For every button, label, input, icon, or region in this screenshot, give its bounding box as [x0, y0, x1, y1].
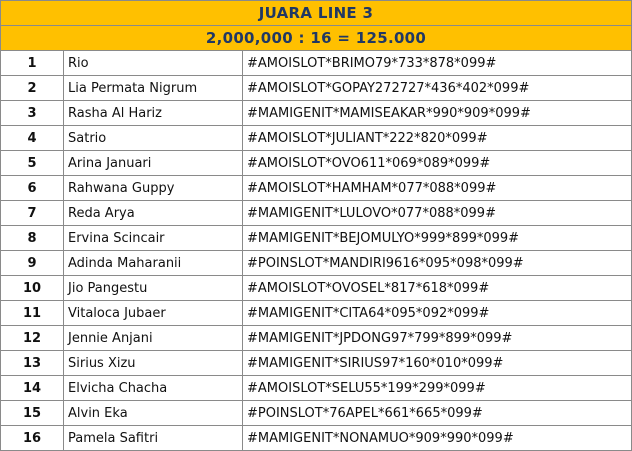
- code-cell: #MAMIGENIT*CITA64*095*092*099#: [243, 301, 632, 326]
- table-row: [1, 426, 632, 451]
- winner-name-cell: Sirius Xizu: [64, 351, 243, 376]
- code-cell: #AMOISLOT*OVO611*069*089*099#: [243, 151, 632, 176]
- code-cell: #AMOISLOT*HAMHAM*077*088*099#: [243, 176, 632, 201]
- table-row: [1, 101, 632, 126]
- table-row: [1, 226, 632, 251]
- rank-cell: 13: [1, 351, 64, 376]
- code-cell: #MAMIGENIT*BEJOMULYO*999*899*099#: [243, 226, 632, 251]
- rank-cell: 7: [1, 201, 64, 226]
- code-cell: #MAMIGENIT*NONAMUO*909*990*099#: [243, 426, 632, 451]
- table-row: [1, 276, 632, 301]
- table-row: [1, 201, 632, 226]
- table-row: [1, 401, 632, 426]
- rank-cell: 11: [1, 301, 64, 326]
- table-row: [1, 176, 632, 201]
- winner-name-cell: Reda Arya: [64, 201, 243, 226]
- table-row: [1, 76, 632, 101]
- code-cell: #MAMIGENIT*LULOVO*077*088*099#: [243, 201, 632, 226]
- code-cell: #AMOISLOT*OVOSEL*817*618*099#: [243, 276, 632, 301]
- title-row: [1, 1, 632, 26]
- rank-cell: 6: [1, 176, 64, 201]
- winner-name-cell: Alvin Eka: [64, 401, 243, 426]
- rank-cell: 4: [1, 126, 64, 151]
- winner-name-cell: Pamela Safitri: [64, 426, 243, 451]
- rank-cell: 9: [1, 251, 64, 276]
- rank-cell: 5: [1, 151, 64, 176]
- winner-name-cell: Vitaloca Jubaer: [64, 301, 243, 326]
- winner-name-cell: Ervina Scincair: [64, 226, 243, 251]
- winner-name-cell: Rasha Al Hariz: [64, 101, 243, 126]
- code-cell: #MAMIGENIT*JPDONG97*799*899*099#: [243, 326, 632, 351]
- winner-name-cell: Lia Permata Nigrum: [64, 76, 243, 101]
- table-row: [1, 326, 632, 351]
- rank-cell: 10: [1, 276, 64, 301]
- rank-cell: 14: [1, 376, 64, 401]
- rank-cell: 3: [1, 101, 64, 126]
- winner-name-cell: Elvicha Chacha: [64, 376, 243, 401]
- table-row: [1, 126, 632, 151]
- prize-calculation: 2,000,000 : 16 = 125.000: [1, 26, 632, 51]
- table-row: [1, 376, 632, 401]
- code-cell: #POINSLOT*76APEL*661*665*099#: [243, 401, 632, 426]
- code-cell: #AMOISLOT*SELU55*199*299*099#: [243, 376, 632, 401]
- code-cell: #AMOISLOT*BRIMO79*733*878*099#: [243, 51, 632, 76]
- table-row: [1, 301, 632, 326]
- winner-name-cell: Arina Januari: [64, 151, 243, 176]
- rank-cell: 12: [1, 326, 64, 351]
- rank-cell: 15: [1, 401, 64, 426]
- code-cell: #AMOISLOT*GOPAY272727*436*402*099#: [243, 76, 632, 101]
- table-row: [1, 251, 632, 276]
- table-row: [1, 51, 632, 76]
- rank-cell: 1: [1, 51, 64, 76]
- winner-name-cell: Satrio: [64, 126, 243, 151]
- table-title: JUARA LINE 3: [1, 1, 632, 26]
- subtitle-row: [1, 26, 632, 51]
- table-row: [1, 351, 632, 376]
- code-cell: #POINSLOT*MANDIRI9616*095*098*099#: [243, 251, 632, 276]
- code-cell: #MAMIGENIT*SIRIUS97*160*010*099#: [243, 351, 632, 376]
- rank-cell: 16: [1, 426, 64, 451]
- winner-name-cell: Adinda Maharanii: [64, 251, 243, 276]
- table-row: [1, 151, 632, 176]
- rank-cell: 2: [1, 76, 64, 101]
- winner-name-cell: Rio: [64, 51, 243, 76]
- code-cell: #AMOISLOT*JULIANT*222*820*099#: [243, 126, 632, 151]
- rank-cell: 8: [1, 226, 64, 251]
- code-cell: #MAMIGENIT*MAMISEAKAR*990*909*099#: [243, 101, 632, 126]
- winner-name-cell: Rahwana Guppy: [64, 176, 243, 201]
- winner-name-cell: Jio Pangestu: [64, 276, 243, 301]
- winner-name-cell: Jennie Anjani: [64, 326, 243, 351]
